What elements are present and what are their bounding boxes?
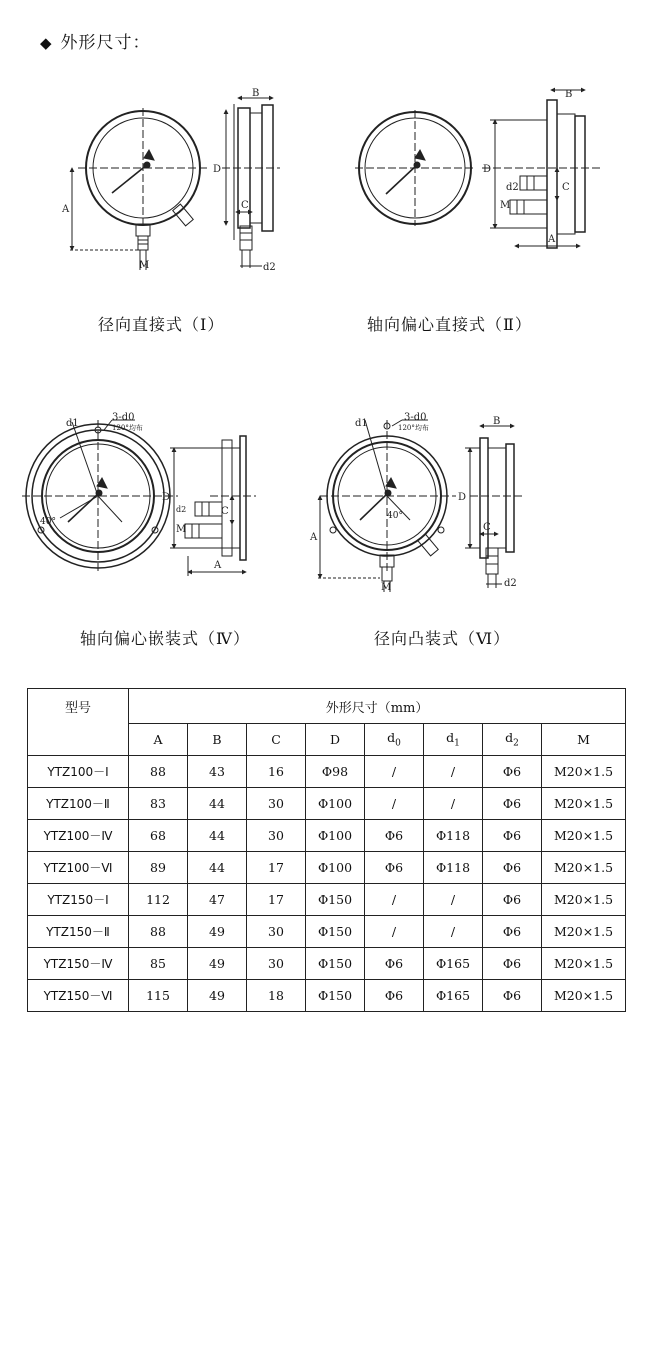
table-cell: / (365, 884, 424, 916)
column-header: A (129, 724, 188, 756)
svg-text:d2: d2 (504, 578, 517, 589)
table-row (28, 884, 626, 916)
svg-text:C: C (221, 506, 229, 517)
table-cell: Φ150 (306, 980, 365, 1012)
table-cell: 88 (129, 916, 188, 948)
table-cell: Φ165 (424, 980, 483, 1012)
column-header: C (247, 724, 306, 756)
table-cell: Φ100 (306, 820, 365, 852)
svg-text:120°均布: 120°均布 (112, 424, 143, 432)
table-row (28, 948, 626, 980)
table-cell: 88 (129, 756, 188, 788)
drawing-axial-eccentric-embedded (22, 420, 256, 576)
svg-text:C: C (562, 182, 570, 193)
table-cell: 112 (129, 884, 188, 916)
table-cell: Φ165 (424, 948, 483, 980)
table-cell: / (365, 756, 424, 788)
caption-axial-eccentric-embedded: 轴向偏心嵌装式（Ⅳ） (80, 629, 250, 648)
svg-text:d1: d1 (355, 418, 368, 429)
table-cell: YTZ150－Ⅰ (28, 884, 129, 916)
table-cell: 44 (188, 852, 247, 884)
drawing-axial-eccentric-direct (355, 90, 600, 248)
table-cell: 16 (247, 756, 306, 788)
table-cell: Φ98 (306, 756, 365, 788)
table-cell: YTZ150－Ⅵ (28, 980, 129, 1012)
model-header: 型号 (28, 689, 129, 756)
svg-text:d2: d2 (506, 182, 519, 193)
table-cell: 89 (129, 852, 188, 884)
table-row (28, 756, 626, 788)
svg-text:D: D (483, 164, 492, 175)
column-header: $d_1$ (424, 724, 483, 756)
table-cell: Φ150 (306, 916, 365, 948)
table-cell: M20×1.5 (542, 916, 626, 948)
table-cell: Φ100 (306, 788, 365, 820)
column-header: B (188, 724, 247, 756)
svg-text:B: B (252, 88, 260, 99)
table-cell: 30 (247, 820, 306, 852)
table-cell: M20×1.5 (542, 820, 626, 852)
table-cell: Φ150 (306, 884, 365, 916)
svg-text:C: C (241, 200, 249, 211)
svg-text:3-d0: 3-d0 (112, 412, 135, 423)
dimension-group-header: 外形尺寸（mm） (129, 689, 626, 724)
column-header: $d_2$ (483, 724, 542, 756)
svg-text:D: D (162, 492, 171, 503)
table-cell: 44 (188, 820, 247, 852)
table-cell: 43 (188, 756, 247, 788)
table-cell: YTZ150－Ⅳ (28, 948, 129, 980)
svg-text:40°: 40° (40, 517, 56, 527)
svg-text:D: D (458, 492, 467, 503)
column-header: M (542, 724, 626, 756)
table-cell: 18 (247, 980, 306, 1012)
table-cell: Φ6 (365, 948, 424, 980)
table-cell: Φ6 (483, 788, 542, 820)
table-cell: YTZ150－Ⅱ (28, 916, 129, 948)
svg-text:40°: 40° (387, 511, 403, 521)
table-cell: 47 (188, 884, 247, 916)
table-row (28, 852, 626, 884)
table-cell: 17 (247, 852, 306, 884)
table-cell: Φ6 (365, 980, 424, 1012)
table-cell: Φ6 (483, 852, 542, 884)
table-cell: M20×1.5 (542, 788, 626, 820)
caption-radial-projecting: 径向凸装式（Ⅵ） (374, 629, 511, 648)
table-cell: / (424, 756, 483, 788)
table-cell: YTZ100－Ⅵ (28, 852, 129, 884)
table-cell: 17 (247, 884, 306, 916)
column-header: D (306, 724, 365, 756)
svg-text:B: B (493, 416, 501, 427)
drawing-radial-direct (70, 98, 280, 270)
table-cell: YTZ100－Ⅳ (28, 820, 129, 852)
section-title: 外形尺寸： (60, 33, 151, 53)
table-row (28, 916, 626, 948)
table-row (28, 788, 626, 820)
svg-text:120°均布: 120°均布 (398, 424, 429, 432)
table-cell: 49 (188, 980, 247, 1012)
svg-text:M: M (381, 582, 392, 593)
table-cell: 115 (129, 980, 188, 1012)
table-cell: 44 (188, 788, 247, 820)
svg-text:A: A (62, 204, 70, 215)
svg-text:D: D (213, 164, 222, 175)
svg-text:B: B (565, 89, 573, 100)
svg-text:M: M (500, 200, 511, 211)
svg-text:M: M (176, 524, 187, 535)
svg-text:M: M (139, 260, 150, 271)
table-cell: Φ118 (424, 820, 483, 852)
table-cell: YTZ100－Ⅱ (28, 788, 129, 820)
table-cell: / (424, 788, 483, 820)
table-cell: 30 (247, 948, 306, 980)
dimension-drawings (0, 0, 650, 680)
table-cell: / (365, 916, 424, 948)
table-cell: Φ100 (306, 852, 365, 884)
table-cell: Φ150 (306, 948, 365, 980)
table-cell: / (424, 884, 483, 916)
table-cell: Φ6 (483, 948, 542, 980)
table-cell: 30 (247, 788, 306, 820)
svg-text:A: A (548, 234, 556, 245)
table-cell: Φ6 (483, 916, 542, 948)
table-cell: M20×1.5 (542, 884, 626, 916)
table-cell: 30 (247, 916, 306, 948)
table-cell: Φ6 (483, 980, 542, 1012)
table-cell: Φ118 (424, 852, 483, 884)
table-cell: YTZ100－Ⅰ (28, 756, 129, 788)
table-cell: M20×1.5 (542, 852, 626, 884)
table-cell: 49 (188, 948, 247, 980)
table-cell: 83 (129, 788, 188, 820)
column-header: $d_0$ (365, 724, 424, 756)
table-cell: Φ6 (365, 852, 424, 884)
table-cell: M20×1.5 (542, 756, 626, 788)
diamond-bullet-icon: ◆ (40, 34, 53, 52)
drawing-radial-projecting (318, 420, 522, 592)
svg-text:A: A (310, 532, 318, 543)
svg-text:3-d0: 3-d0 (404, 412, 427, 423)
table-cell: M20×1.5 (542, 948, 626, 980)
table-cell: Φ6 (483, 756, 542, 788)
table-row (28, 980, 626, 1012)
table-row (28, 820, 626, 852)
dimension-table (27, 688, 626, 1012)
table-cell: 85 (129, 948, 188, 980)
svg-text:d1: d1 (66, 418, 79, 429)
table-cell: Φ6 (483, 884, 542, 916)
svg-text:d2: d2 (263, 262, 276, 273)
table-cell: 49 (188, 916, 247, 948)
table-cell: 68 (129, 820, 188, 852)
table-cell: / (365, 788, 424, 820)
table-cell: M20×1.5 (542, 980, 626, 1012)
caption-axial-eccentric-direct: 轴向偏心直接式（Ⅱ） (367, 315, 532, 334)
svg-text:A: A (214, 560, 222, 571)
table-cell: Φ6 (483, 820, 542, 852)
svg-text:d2: d2 (176, 505, 187, 514)
svg-text:C: C (483, 522, 491, 533)
caption-radial-direct: 径向直接式（Ⅰ） (98, 315, 225, 334)
table-cell: Φ6 (365, 820, 424, 852)
table-cell: / (424, 916, 483, 948)
